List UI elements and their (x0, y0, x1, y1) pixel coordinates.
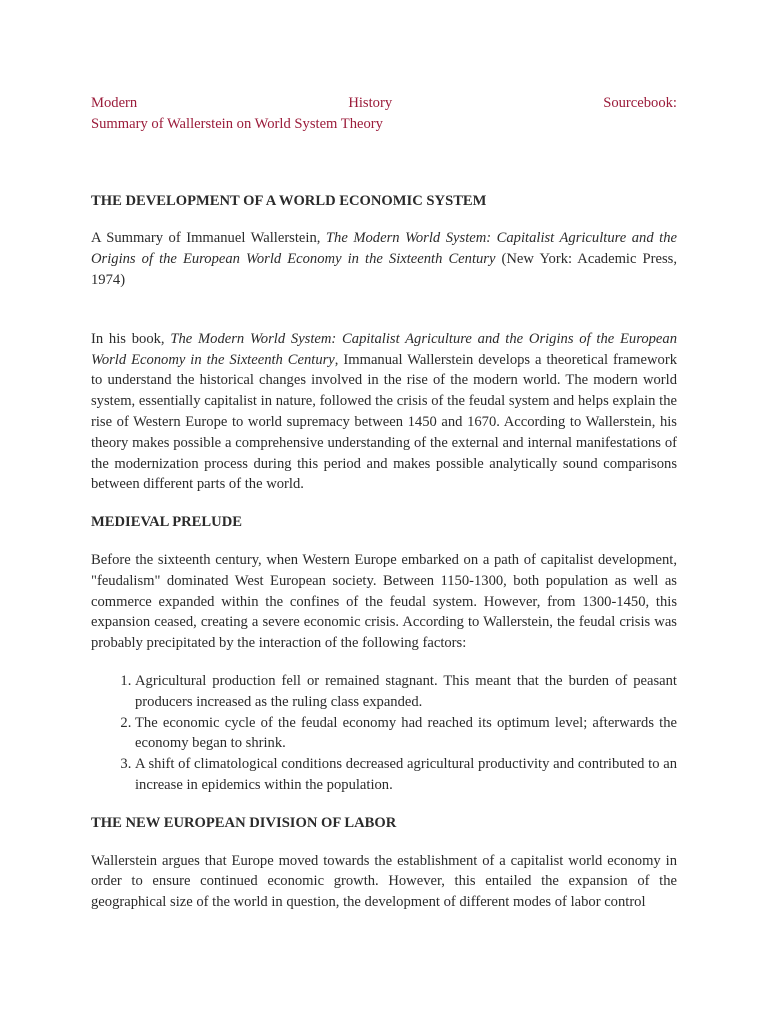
header-subtitle: Summary of Wallerstein on World System Theory (91, 115, 383, 132)
header-word-sourcebook: Sourcebook: (603, 95, 677, 111)
intro-paragraph (91, 329, 677, 495)
summary-book-title: The Modern World System: Capitalist Agriculture and the Origins of the European World Economy in the Sixteenth Century (91, 230, 678, 268)
summary-suffix: (New York: Academic Press, 1974) (91, 251, 677, 288)
list-item: 1. Agricultural production fell or remained stagnant. This meant that the burden of peasant producers increased as the ruling class expanded. (135, 671, 677, 713)
summary-paragraph (91, 228, 677, 290)
header-word-history: History (348, 95, 393, 111)
factors-list (91, 671, 677, 796)
header-line (91, 93, 677, 114)
list-item: 2. The economic cycle of the feudal economy had reached its optimum level; afterwards the economy began to shrink. (135, 713, 677, 755)
section-title: THE DEVELOPMENT OF A WORLD ECONOMIC SYSTEM (91, 192, 487, 209)
intro-body: , Immanual Wallerstein develops a theoretical framework to understand the historical changes involved in the rise of the modern world. The modern world system, essentially capitalist in nature, followed the crisis of the feudal system and helps explain the rise of Western Europe to world supremacy between 1450 and 1670. According to Wallerstein, his theory makes possible a comprehensive understanding of the external and internal manifestations of the modernization process during this period and makes possible analytically sound comparisons between different parts of the world. (91, 351, 677, 493)
labor-heading: THE NEW EUROPEAN DIVISION OF LABOR (91, 814, 397, 831)
labor-paragraph: Wallerstein argues that Europe moved towards the establishment of a capitalist world economy in order to ensure continued economic growth. However, this entailed the expansion of the geographical size of the world in question, the development of different modes of labor control (91, 852, 677, 911)
summary-prefix: A Summary of Immanuel Wallerstein, (91, 230, 326, 247)
intro-prefix: In his book, (91, 330, 171, 347)
document-page (91, 93, 677, 913)
medieval-paragraph: Before the sixteenth century, when Western Europe embarked on a path of capitalist development, "feudalism" dominated West European society. Between 1150-1300, both population as well as commerce expanded within the confines of the feudal system. However, from 1300-1450, this expansion ceased, creating a severe economic crisis. According to Wallerstein, the feudal crisis was probably precipitated by the interaction of the following factors: (91, 551, 677, 652)
list-item: 3. A shift of climatological conditions decreased agricultural productivity and contributed to an increase in epidemics within the population. (135, 754, 677, 796)
medieval-heading: MEDIEVAL PRELUDE (91, 514, 242, 531)
header-word-modern: Modern (91, 95, 138, 111)
intro-book-title: The Modern World System: Capitalist Agriculture and the Origins of the European World Economy in the Sixteenth Century (91, 330, 678, 368)
